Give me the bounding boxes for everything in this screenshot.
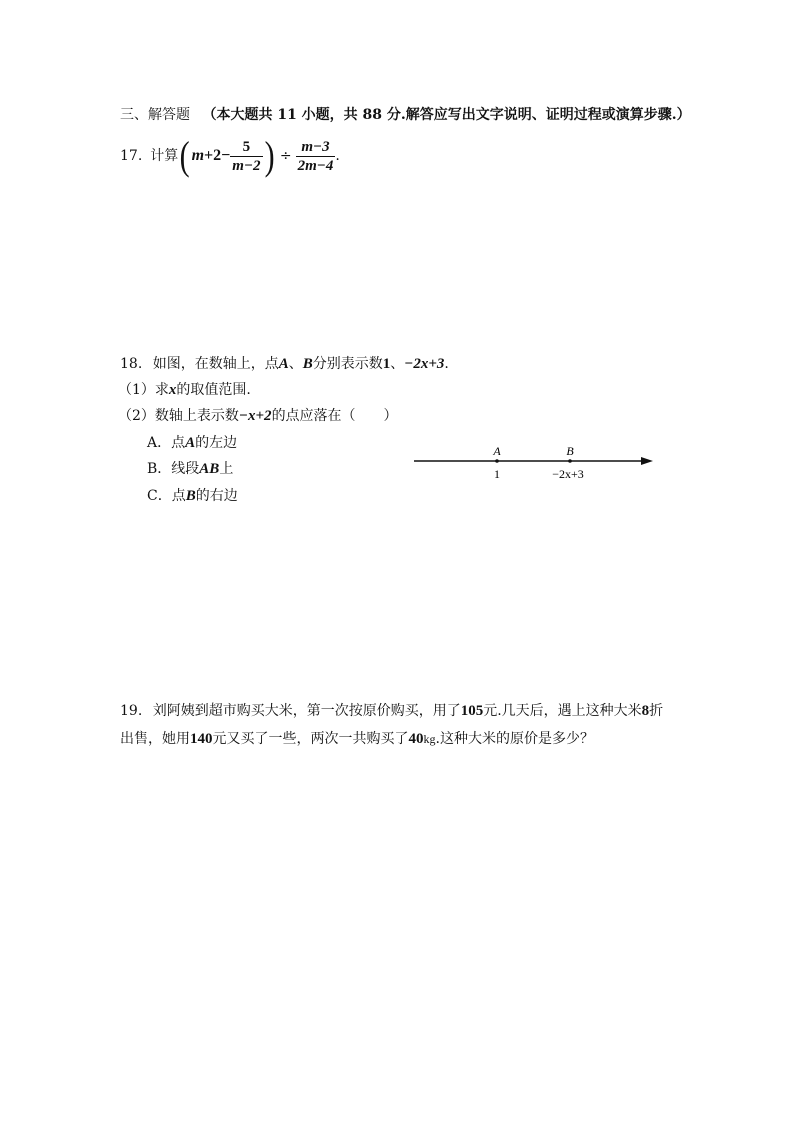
number-line-figure xyxy=(408,440,658,486)
question-text: 的点应落在（ ） xyxy=(271,408,398,424)
question-text: 分别表示数 xyxy=(312,356,383,372)
point-a-label: A xyxy=(493,444,501,458)
question-text: 刘阿姨到超市购买大米，第一次按原价购买，用了 xyxy=(152,703,461,719)
math-operator: +2− xyxy=(204,147,231,164)
fraction-2-denominator: 2m−4 xyxy=(297,157,334,174)
unit: kg xyxy=(423,732,436,746)
question-18-part-1 xyxy=(118,381,251,399)
option-text: 上 xyxy=(219,461,234,477)
question-text: 元又买了一些，两次一共购买了 xyxy=(212,731,409,747)
question-19-line-1 xyxy=(120,702,663,720)
question-text: 出售，她用 xyxy=(120,731,190,747)
option-text: 的右边 xyxy=(195,488,238,504)
point-b-dot xyxy=(568,459,572,463)
option-c xyxy=(147,487,238,505)
point-a-dot xyxy=(495,459,499,463)
number-value: 105 xyxy=(460,703,484,719)
option-label: A．点 xyxy=(147,435,186,451)
question-18-stem xyxy=(120,355,449,373)
point-b-label: B xyxy=(566,444,574,458)
tick-label-b: −2x+3 xyxy=(552,467,584,481)
question-text: 折 xyxy=(649,703,664,719)
question-18-part-2 xyxy=(118,407,398,425)
right-paren: ) xyxy=(264,133,275,178)
question-text: 求 xyxy=(154,382,169,398)
math-variable: m xyxy=(191,147,205,164)
part-label: （2） xyxy=(118,408,155,424)
separator: 、 xyxy=(390,356,405,372)
question-text: 如图，在数轴上，点 xyxy=(152,356,279,372)
point-label: B xyxy=(185,488,196,504)
fraction-2 xyxy=(296,138,336,175)
period: . xyxy=(444,356,449,372)
number-value: 40 xyxy=(408,731,424,747)
point-label: B xyxy=(302,356,313,372)
section-header xyxy=(120,106,691,124)
fraction-1 xyxy=(230,138,262,175)
question-text: 元.几天后，遇上这种大米 xyxy=(483,703,642,719)
segment-label: AB xyxy=(199,461,220,477)
question-text: 的取值范围. xyxy=(176,382,251,398)
part-label: （1） xyxy=(118,382,155,398)
question-text: .这种大米的原价是多少？ xyxy=(435,731,594,747)
separator: 、 xyxy=(288,356,303,372)
fraction-1-numerator: 5 xyxy=(242,138,251,155)
fraction-1-denominator: m−2 xyxy=(232,157,261,174)
number-value: 8 xyxy=(641,703,650,719)
option-text: 的左边 xyxy=(195,435,238,451)
question-19-line-2 xyxy=(120,730,594,748)
arrow-head-icon xyxy=(641,457,653,465)
number-value: 140 xyxy=(190,731,213,747)
option-label: C．点 xyxy=(147,488,186,504)
fraction-2-numerator: m−3 xyxy=(301,138,330,155)
math-expression: −x+2 xyxy=(238,408,272,424)
point-label: A xyxy=(278,356,289,372)
section-note: （本大题共 11 小题，共 88 分.解答应写出文字说明、证明过程或演算步骤.） xyxy=(202,107,691,123)
left-paren: ( xyxy=(179,133,190,178)
question-verb: 计算 xyxy=(150,148,179,164)
question-number: 17. xyxy=(120,148,143,164)
math-variable: x xyxy=(168,382,177,398)
period: . xyxy=(335,148,340,164)
tick-label-a: 1 xyxy=(494,467,500,481)
section-title: 三、解答题 xyxy=(120,107,190,123)
option-b xyxy=(147,460,233,478)
option-a xyxy=(147,434,237,452)
math-value: 1 xyxy=(382,356,391,372)
option-label: B．线段 xyxy=(147,461,200,477)
question-17 xyxy=(120,134,340,178)
point-label: A xyxy=(185,435,196,451)
divide-sign: ÷ xyxy=(279,148,292,164)
question-text: 数轴上表示数 xyxy=(154,408,239,424)
question-number: 19. xyxy=(120,703,143,719)
question-number: 18. xyxy=(120,356,143,372)
math-expression: −2x+3 xyxy=(404,356,445,372)
